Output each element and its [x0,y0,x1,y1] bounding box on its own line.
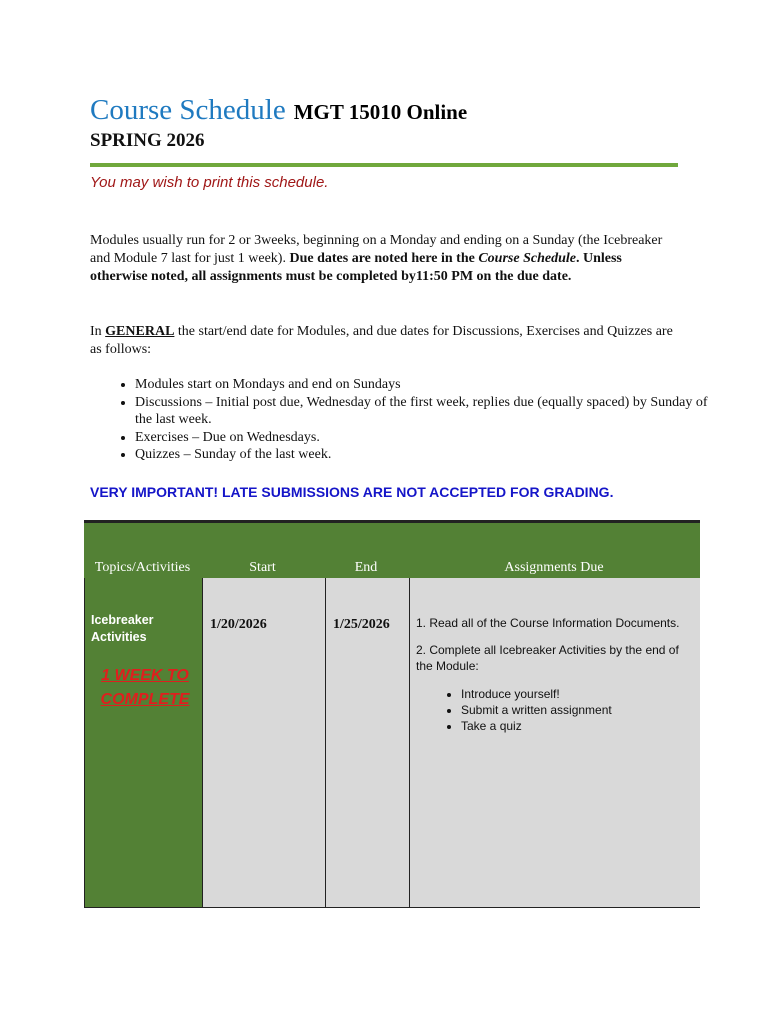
end-date: 1/25/2026 [333,617,390,632]
assignment-item: 1. Read all of the Course Information Documents. [416,616,680,630]
general-paragraph [90,323,675,359]
intro-bold-1: Due dates are noted here in the [289,251,479,266]
important-notice: VERY IMPORTANT! LATE SUBMISSIONS ARE NOT ACCEPTED FOR GRADING. [90,484,614,500]
intro-bold-italic: Course Schedule [478,251,576,266]
intro-paragraph [90,232,675,286]
topic-cell [85,578,202,907]
schedule-table [84,520,700,908]
duration-note: 1 WEEK TO COMPLETE [100,667,190,708]
term-label: SPRING 2026 [90,130,205,151]
course-code: MGT 15010 Online [293,100,468,124]
header-topics: Topics/Activities [94,560,191,575]
assignments-cell [409,578,700,907]
intro-bold-2: . Unless otherwise noted, all assignments must be completed by11:50 PM on the due date. [90,251,622,284]
general-prefix: In [90,324,106,339]
assignment-item: 2. Complete all Icebreaker Activities by the end of the Module: [416,643,679,673]
header-start: Start [249,560,276,575]
general-bullet-list [90,376,720,464]
header-assignments-due: Assignments Due [504,560,604,575]
list-item: • Take a quiz [461,718,694,734]
assignment-bullet-list [416,686,694,734]
list-item: • Exercises – Due on Wednesdays. [135,429,720,447]
list-item: • Submit a written assignment [461,702,694,718]
list-item: • Introduce yourself! [461,686,694,702]
title-main: Course Schedule [90,94,286,126]
intro-text: Modules usually run for 2 or 3weeks, beginning on a Monday and ending on a Sunday (the Icebreaker and Module 7 last for just 1 week). [90,233,663,266]
start-cell [202,578,325,907]
end-cell [325,578,409,907]
list-item: • Discussions – Initial post due, Wednesday of the first week, replies due (equally spaced) by Sunday of the last week. [135,394,720,429]
general-emphasis: GENERAL [105,324,175,339]
green-divider [90,163,678,167]
start-date: 1/20/2026 [210,617,267,632]
page-title [90,94,467,127]
topic-name: Icebreaker Activities [91,613,154,644]
list-item: • Quizzes – Sunday of the last week. [135,446,720,464]
table-header [84,523,700,578]
table-row [84,578,700,908]
assignments-text [416,615,694,734]
header-end: End [354,560,378,575]
list-item: • Modules start on Mondays and end on Sundays [135,376,720,394]
general-text: the start/end date for Modules, and due dates for Discussions, Exercises and Quizzes are as follows: [90,324,673,357]
print-note: You may wish to print this schedule. [90,174,329,191]
